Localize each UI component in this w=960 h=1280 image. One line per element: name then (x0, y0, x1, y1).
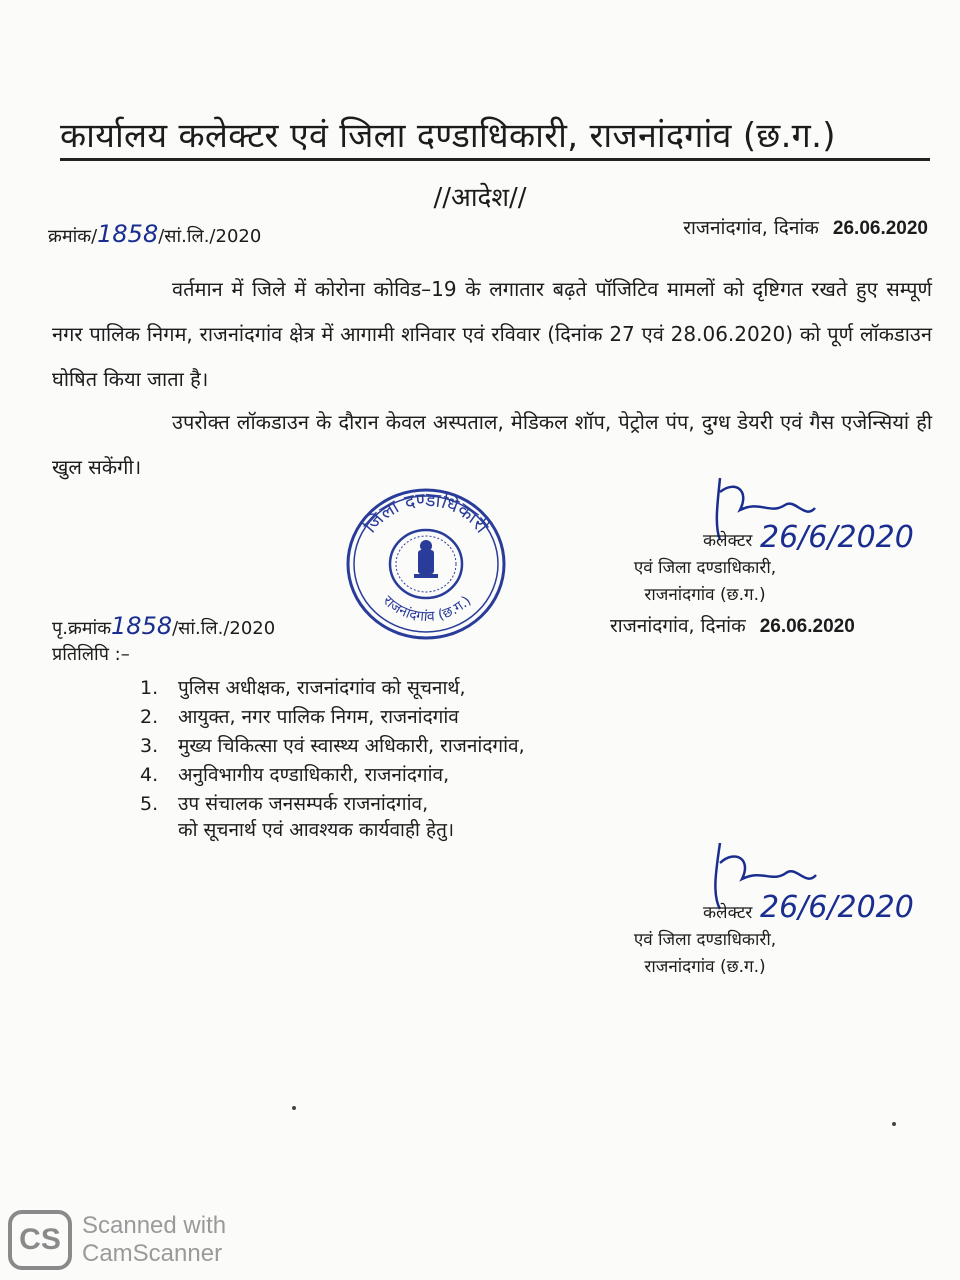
signature-1-title: एवं जिला दण्डाधिकारी, (633, 558, 777, 578)
camscanner-logo-icon: CS (8, 1210, 72, 1270)
camscanner-watermark (82, 1212, 226, 1268)
seal-bottom-text: राजनांदगांव (छ.ग.) (379, 592, 475, 626)
list-item: 5. उप संचालक जनसम्पर्क राजनांदगांव, (140, 793, 429, 815)
signature-2-handwritten-date: 26/6/2020 (760, 890, 914, 925)
order-paragraph-2: उपरोक्त लॉकडाउन के दौरान केवल अस्पताल, मेडिकल शॉप, पेट्रोल पंप, दुग्ध डेयरी एवं गैस एजेन्सियां ही खुल सकेंगी। (52, 410, 932, 479)
copy-reference-handwritten-number: 1858 (111, 612, 173, 640)
signature-1-handwritten-date: 26/6/2020 (760, 520, 914, 555)
copy-recipient-list (140, 674, 525, 819)
office-heading: कार्यालय कलेक्टर एवं जिला दण्डाधिकारी, राजनांदगांव (छ.ग.) (60, 116, 836, 156)
seal-top-text: जिला दण्डाधिकारी (359, 488, 493, 538)
issue-date (683, 214, 928, 240)
order-paragraph-1: वर्तमान में जिले में कोरोना कोविड–19 के लगातार बढ़ते पॉजिटिव मामलों को दृष्टिगत रखते हुए सम्पूर्ण नगर पालिक निगम, राजनांदगांव क्षेत्र में आगामी शनिवार एवं रविवार (दिनांक 27 एवं 28.06.2020) को पूर्ण लॉकडाउन घोषित किया जाता है। (52, 277, 932, 391)
list-item: 2. आयुक्त, नगर पालिक निगम, राजनांदगांव (140, 706, 459, 728)
list-item: 1. पुलिस अधीक्षक, राजनांदगांव को सूचनार्थ, (140, 677, 466, 699)
copy-date (610, 612, 855, 638)
reference-prefix: क्रमांक/ (48, 226, 98, 247)
heading-underline (60, 158, 930, 161)
signature-1-designation: कलेक्टर (703, 531, 753, 551)
signature-block-1 (575, 528, 835, 609)
copy-reference-number (52, 612, 275, 640)
copy-date-label: राजनांदगांव, दिनांक (610, 615, 746, 637)
signature-2-designation: कलेक्टर (703, 903, 753, 923)
copy-label: प्रतिलिपि :– (52, 644, 130, 665)
speck (292, 1106, 296, 1110)
signature-1-place: राजनांदगांव (छ.ग.) (644, 585, 766, 605)
watermark-line-1: Scanned with (82, 1212, 227, 1239)
reference-number (48, 220, 261, 248)
order-title: //आदेश// (433, 183, 527, 213)
reference-suffix: /सां.लि./2020 (158, 226, 262, 247)
signature-block-2 (575, 900, 835, 981)
copy-date-value: 26.06.2020 (759, 616, 855, 637)
official-seal (342, 484, 510, 642)
copy-reference-prefix: पृ.क्रमांक (52, 618, 112, 639)
issue-date-value: 26.06.2020 (832, 218, 928, 239)
signature-2-place: राजनांदगांव (छ.ग.) (644, 957, 766, 977)
speck (892, 1122, 896, 1126)
signature-2-title: एवं जिला दण्डाधिकारी, (633, 930, 777, 950)
reference-handwritten-number: 1858 (97, 220, 159, 248)
list-item: 3. मुख्य चिकित्सा एवं स्वास्थ्य अधिकारी, राजनांदगांव, (140, 735, 525, 757)
issue-date-label: राजनांदगांव, दिनांक (683, 217, 819, 239)
copy-tail-text: को सूचनार्थ एवं आवश्यक कार्यवाही हेतु। (178, 819, 455, 841)
watermark-line-2: CamScanner (82, 1240, 223, 1267)
copy-reference-suffix: /सां.लि./2020 (172, 618, 276, 639)
list-item: 4. अनुविभागीय दण्डाधिकारी, राजनांदगांव, (140, 764, 450, 786)
